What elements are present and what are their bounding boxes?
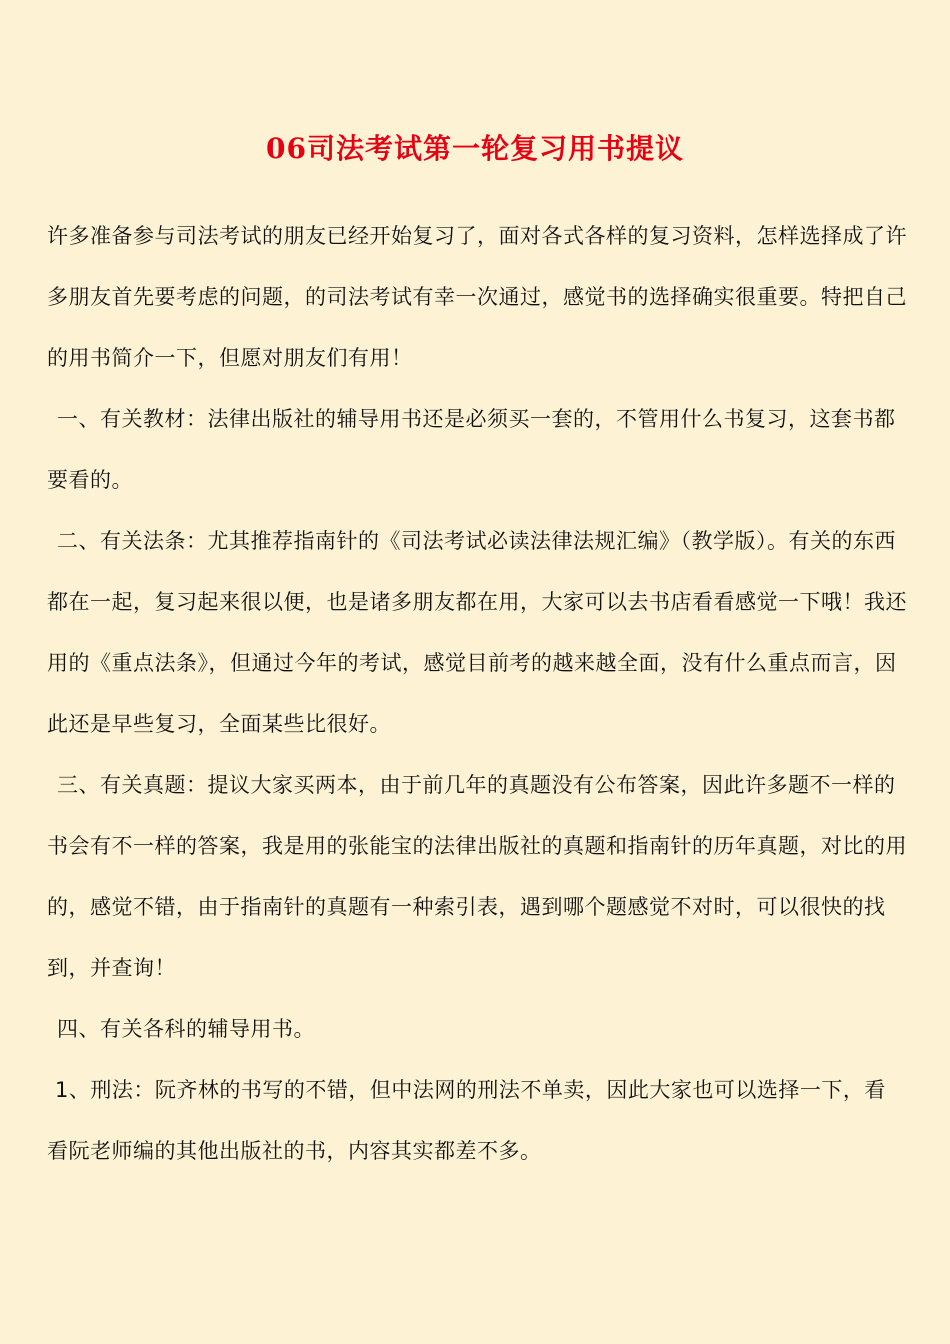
paragraph-subject-books: 四、有关各科的辅导用书。	[57, 1017, 315, 1041]
paragraph-criminal-law: 1、刑法：阮齐林的书写的不错，但中法网的刑法不单卖，因此大家也可以选择一下，看看阮老师编的其他出版社的书，内容其实都差不多。	[47, 1078, 886, 1163]
paragraph-intro: 许多准备参与司法考试的朋友已经开始复习了，面对各式各样的复习资料，怎样选择成了许多朋友首先要考虑的问题，的司法考试有幸一次通过，感觉书的选择确实很重要。特把自己的用书简介一下，但愿对朋友们有用！	[47, 224, 907, 370]
paragraph-past-exams: 三、有关真题：提议大家买两本，由于前几年的真题没有公布答案，因此许多题不一样的书会有不一样的答案，我是用的张能宝的法律出版社的真题和指南针的历年真题，对比的用的，感觉不错，由于指南针的真题有一种索引表，遇到哪个题感觉不对时，可以很快的找到，并查询！	[47, 773, 907, 980]
paragraph-statutes: 二、有关法条：尤其推荐指南针的《司法考试必读法律法规汇编》（教学版）。有关的东西都在一起，复习起来很以便，也是诸多朋友都在用，大家可以去书店看看感觉一下哦！我还用的《重点法条》，但通过今年的考试，感觉目前考的越来越全面，没有什么重点而言，因此还是早些复习，全面某些比很好。	[47, 529, 907, 736]
paragraph-textbooks: 一、有关教材：法律出版社的辅导用书还是必须买一套的，不管用什么书复习，这套书都要看的。	[47, 407, 896, 492]
document-title: 06司法考试第一轮复习用书提议	[266, 132, 684, 165]
